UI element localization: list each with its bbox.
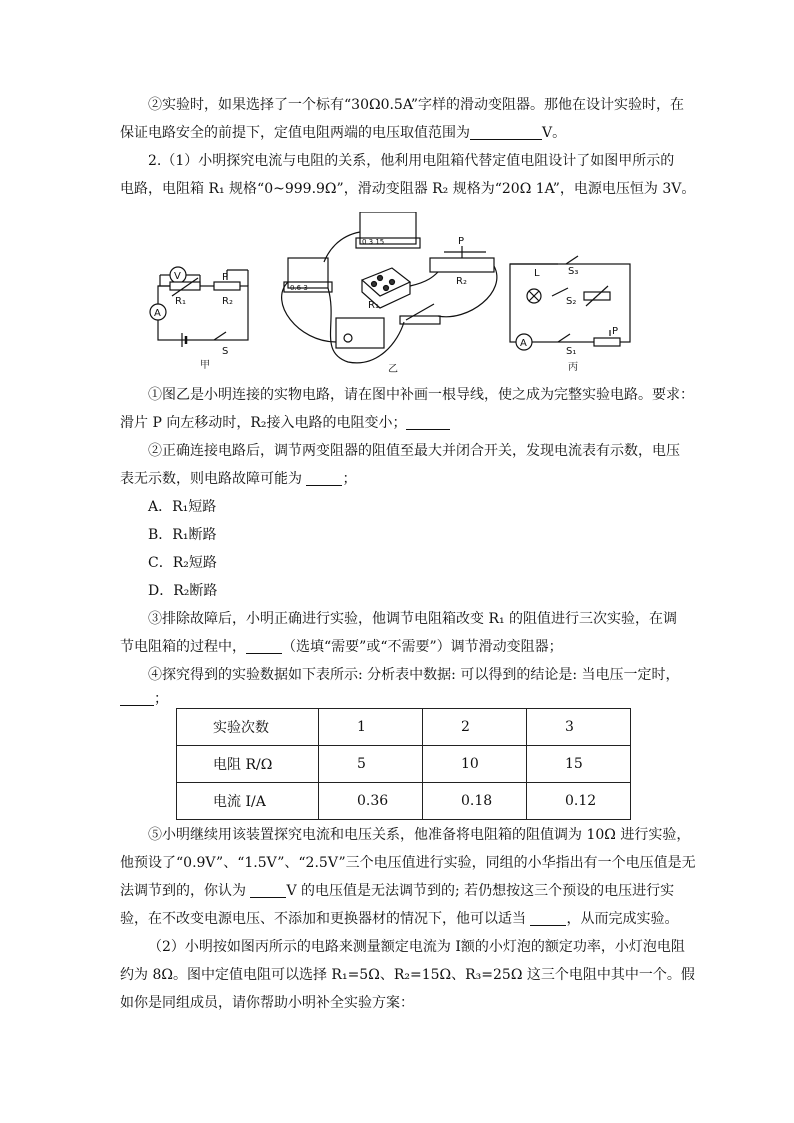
answer-blank[interactable]: [246, 637, 282, 654]
option-b[interactable]: B．R₁断路: [148, 527, 217, 543]
table-row: [177, 783, 631, 820]
bing-label-s3: S₃: [568, 266, 579, 277]
jia-label-r2: R₂: [222, 296, 233, 307]
yi-scale-v: 0 3 15: [362, 238, 385, 246]
jia-r1: [170, 282, 200, 290]
bing-label-s1: S₁: [566, 346, 577, 357]
sub5-text-2: V 的电压值是无法调节到的; 若仍想按这三个预设的电压进行实: [286, 883, 675, 899]
yi-power-supply: [336, 318, 384, 348]
table-cell: 5: [319, 746, 423, 783]
answer-blank[interactable]: [306, 469, 342, 486]
sub5-line1: ⑤小明继续用该装置探究电流和电压关系，他准备将电阻箱的阻值调为 10Ω 进行实验，: [148, 827, 691, 843]
bing-s2: [552, 288, 568, 296]
bing-label-p: P: [612, 326, 619, 337]
table-cell: 10: [423, 746, 527, 783]
option-a[interactable]: A．R₁短路: [148, 499, 217, 515]
sub2-line1: ②正确连接电路后，调节两变阻器的阻值至最大并闭合开关，发现电流表有示数，电压: [148, 443, 680, 459]
table-cell: 0.18: [423, 783, 527, 820]
prev-q2-unit: V。: [542, 125, 567, 141]
circuit-figure: [148, 212, 648, 376]
sub2-line2: [120, 464, 680, 495]
data-table: [176, 708, 631, 820]
table-cell: 1: [319, 709, 423, 746]
answer-blank[interactable]: [250, 881, 286, 898]
sub3-line1: ③排除故障后，小明正确进行实验，他调节电阻箱改变 R₁ 的阻值进行三次实验，在调: [148, 611, 678, 627]
bing-s1: [558, 334, 570, 342]
answer-blank[interactable]: [470, 123, 542, 140]
option-d[interactable]: D．R₂断路: [148, 583, 218, 599]
answer-blank[interactable]: [406, 413, 450, 430]
table-cell: 2: [423, 709, 527, 746]
bing-label-l: L: [534, 268, 540, 279]
table-cell: 3: [527, 709, 631, 746]
sub3-text: 节电阻箱的过程中，: [120, 639, 246, 655]
yi-resistance-box: [362, 268, 410, 296]
q2-line1: 2.（1）小明探究电流与电阻的关系，他利用电阻箱代替定值电阻设计了如图甲所示的: [148, 153, 675, 169]
table-cell: 实验次数: [177, 709, 319, 746]
prev-q2-line2: [120, 118, 680, 149]
sub3-text-2: （选填“需要”或“不需要”）调节滑动变阻器；: [282, 639, 563, 655]
sub5-line3: [120, 876, 680, 907]
sub5-text-4: ，从而完成实验。: [566, 911, 679, 927]
yi-switch: [406, 304, 434, 320]
table-cell: 电阻 R/Ω: [177, 746, 319, 783]
sub5-line2: 他预设了“0.9V”、“1.5V”、“2.5V”三个电压值进行实验，同组的小华指出有一个电压值是无: [120, 855, 696, 871]
sub2-text: 表无示数，则电路故障可能为: [120, 471, 307, 487]
table-row: [177, 746, 631, 783]
sub1-line2: [120, 408, 680, 439]
jia-label-p: P: [222, 272, 229, 283]
part2-line2: 约为 8Ω。图中定值电阻可以选择 R₁=5Ω、R₂=15Ω、R₃=25Ω 这三个电阻中其中一个。假: [120, 967, 695, 983]
sub5-line4: [120, 904, 680, 935]
sub5-text: 法调节到的，你认为: [120, 883, 251, 899]
label-jia: 甲: [200, 360, 210, 371]
table-cell: 0.12: [527, 783, 631, 820]
sub1-line1: ①图乙是小明连接的实物电路，请在图中补画一根导线，使之成为完整实验电路。要求：: [148, 387, 694, 403]
jia-loop: [158, 286, 248, 340]
q2-line2: 电路，电阻箱 R₁ 规格“0~999.9Ω”，滑动变阻器 R₂ 规格为“20Ω 1A”，电源电压恒为 3V。: [120, 181, 696, 197]
option-c[interactable]: C．R₂短路: [148, 555, 217, 571]
yi-label-p: P: [458, 236, 465, 247]
prev-q2-line1: ②实验时，如果选择了一个标有“30Ω0.5A”字样的滑动变阻器。那他在设计实验时，在: [148, 97, 685, 113]
answer-blank[interactable]: [530, 909, 566, 926]
bing-r-slider: [594, 338, 620, 346]
bing-label-a: A: [520, 338, 527, 349]
label-yi: 乙: [388, 364, 398, 375]
part2-line1: （2）小明按如图丙所示的电路来测量额定电流为 I额的小灯泡的额定功率，小灯泡电阻: [148, 939, 685, 955]
sub2-punct: ；: [342, 471, 357, 487]
bing-s3: [566, 256, 578, 264]
sub3-line2: [120, 632, 680, 663]
yi-label-r2: R₂: [456, 276, 467, 287]
answer-blank[interactable]: [120, 689, 154, 706]
jia-label-a: A: [154, 308, 161, 319]
table-cell: 15: [527, 746, 631, 783]
sub5-text-3: 验，在不改变电源电压、不添加和更换器材的情况下，他可以适当: [120, 911, 531, 927]
jia-label-r1: R₁: [175, 296, 186, 307]
label-bing: 丙: [568, 362, 578, 373]
bing-label-s2: S₂: [566, 296, 577, 307]
yi-scale-a: 0.6 3: [290, 284, 308, 292]
sub4-line1: ④探究得到的实验数据如下表所示: 分析表中数据: 可以得到的结论是: 当电压一定时，: [148, 667, 680, 683]
table-cell: 电流 I/A: [177, 783, 319, 820]
jia-label-s: S: [222, 346, 229, 357]
table-row: [177, 709, 631, 746]
yi-label-r1: R₁: [368, 300, 379, 311]
jia-label-v: V: [174, 271, 181, 282]
sub4-punct: ；: [154, 691, 168, 707]
prev-q2-text: 保证电路安全的前提下，定值电阻两端的电压取值范围为: [120, 125, 470, 141]
table-cell: 0.36: [319, 783, 423, 820]
part2-line3: 如你是同组成员，请你帮助小明补全实验方案：: [120, 995, 414, 1011]
sub1-text: 滑片 P 向左移动时，R₂接入电路的电阻变小；: [120, 415, 407, 431]
yi-rheostat: [430, 258, 494, 272]
jia-r2: [214, 282, 240, 290]
